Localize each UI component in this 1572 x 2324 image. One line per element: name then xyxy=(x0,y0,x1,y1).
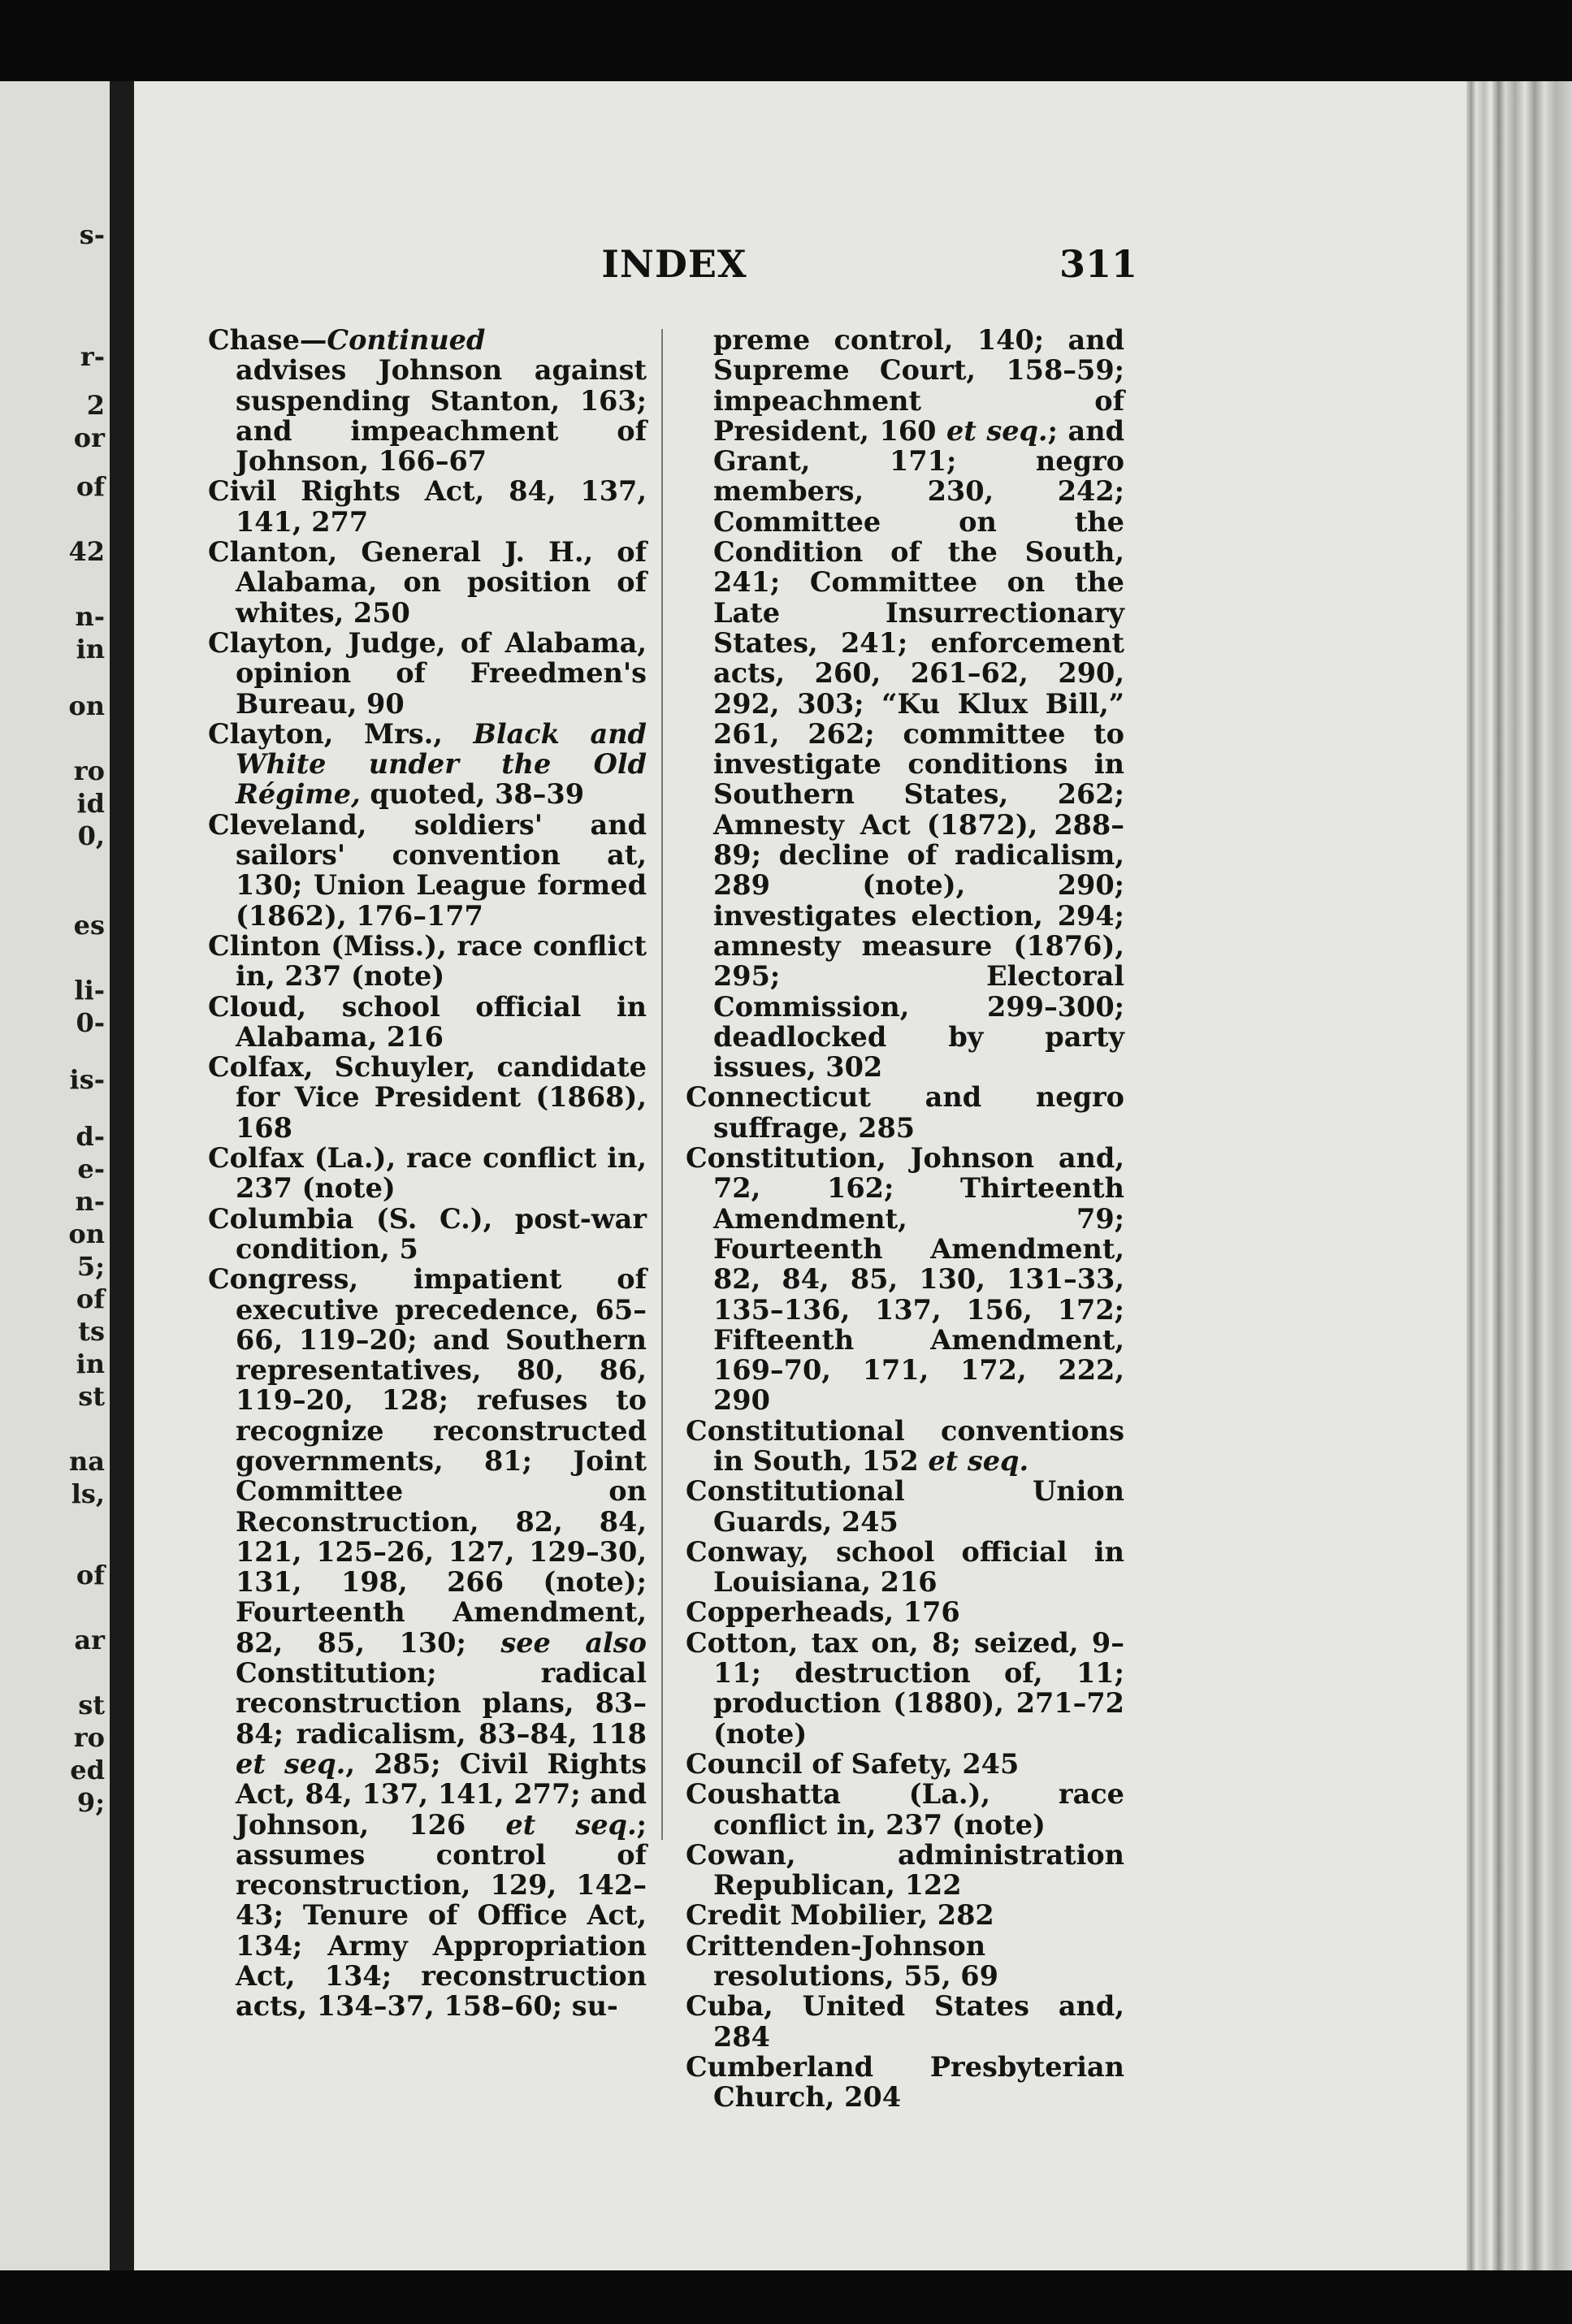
margin-text-fragment: r- xyxy=(80,341,105,372)
index-entry-chase-head: Chase—Continued xyxy=(208,324,486,356)
index-entry: Copperheads, 176 xyxy=(686,1596,960,1629)
scan-top-border xyxy=(0,0,1572,81)
margin-text-fragment: d- xyxy=(76,1121,105,1152)
index-entry: Credit Mobilier, 282 xyxy=(686,1899,994,1932)
page-edges xyxy=(1466,81,1572,2270)
margin-text-fragment: 9; xyxy=(76,1787,105,1818)
margin-text-fragment: in xyxy=(76,1348,105,1379)
margin-text-fragment: 2 xyxy=(86,390,105,421)
margin-text-fragment: ro xyxy=(73,1722,105,1753)
index-column-right xyxy=(686,325,1124,2113)
margin-text-fragment: 0, xyxy=(77,820,105,851)
margin-text-fragment: e- xyxy=(77,1153,105,1184)
margin-text-fragment: on xyxy=(68,1218,105,1249)
margin-text-fragment: ed xyxy=(70,1755,105,1785)
margin-text-fragment: ro xyxy=(73,755,105,786)
index-entry: Cuba, United States and, 284 xyxy=(686,1990,1124,2053)
margin-text-fragment: in xyxy=(76,634,105,664)
margin-text-fragment: st xyxy=(78,1690,105,1720)
page-title: INDEX xyxy=(601,242,747,286)
index-entry: Crittenden-Johnson resolutions, 55, 69 xyxy=(686,1929,998,1993)
page-number: 311 xyxy=(1059,242,1137,286)
adjacent-page-fragment xyxy=(0,81,110,2270)
index-entry: Clanton, General J. H., of Alabama, on position of whites, 250 xyxy=(208,536,647,629)
index-column-left xyxy=(208,325,647,2022)
margin-text-fragment: ls, xyxy=(71,1478,105,1509)
margin-text-fragment: s- xyxy=(79,219,105,250)
index-entry: Cowan, administration Republican, 122 xyxy=(686,1838,1124,1902)
margin-text-fragment: n- xyxy=(75,1186,105,1217)
margin-text-fragment: or xyxy=(73,422,105,453)
margin-text-fragment: id xyxy=(76,788,105,819)
margin-text-fragment: 42 xyxy=(68,536,105,567)
margin-text-fragment: na xyxy=(69,1446,105,1477)
margin-text-fragment: li- xyxy=(74,975,105,1006)
margin-text-fragment: of xyxy=(76,1283,105,1314)
index-entry: Clayton, Judge, of Alabama, opinion of Freedmen's Bureau, 90 xyxy=(208,626,647,720)
index-entry: Cleveland, soldiers' and sailors' convention at, 130; Union League formed (1862), 176–177 xyxy=(208,808,647,932)
margin-text-fragment: 0- xyxy=(76,1007,105,1038)
margin-text-fragment: is- xyxy=(69,1064,105,1095)
index-entry-chase-cont: advises Johnson against suspending Stanton, 163; and impeachment of Johnson, 166–67 xyxy=(236,354,647,478)
margin-text-fragment: of xyxy=(76,1560,105,1590)
index-entry: Columbia (S. C.), post-war condition, 5 xyxy=(208,1202,647,1265)
margin-text-fragment: on xyxy=(68,690,105,721)
index-entry: Cotton, tax on, 8; seized, 9–11; destruction of, 11; production (1880), 271–72 (note) xyxy=(686,1626,1124,1750)
index-entry: Colfax (La.), race conflict in, 237 (note) xyxy=(208,1142,647,1205)
index-entry: Coushatta (La.), race conflict in, 237 (note) xyxy=(686,1778,1124,1841)
index-entry: Council of Safety, 245 xyxy=(686,1747,1020,1780)
index-entry-congress-cont: preme control, 140; and Supreme Court, 158–59; impeachment of President, 160 et seq.; and Grant, 171; negro members, 230, 242; Committee on the Condition of the South, 241; Committee on the Late Insurrectionary States, 241; enforcement acts, 260, 261–62, 290, 292, 303; “Ku Klux Bill,” 261, 262; committee to investigate conditions in Southern States, 262; Amnesty Act (1872), 288–89; decline of radicalism, 289 (note), 290; investigates election, 294; amnesty measure (1876), 295; Electoral Commission, 299–300; deadlocked by party issues, 302 xyxy=(713,324,1125,1084)
margin-text-fragment: n- xyxy=(75,601,105,632)
index-entry: Cloud, school official in Alabama, 216 xyxy=(208,990,647,1053)
index-entry: Colfax, Schuyler, candidate for Vice President (1868), 168 xyxy=(208,1051,647,1144)
index-entry: Constitutional conventions in South, 152 et seq. xyxy=(686,1414,1124,1477)
margin-text-fragment: 5; xyxy=(76,1251,105,1282)
index-entry: Civil Rights Act, 84, 137, 141, 277 xyxy=(208,475,647,538)
margin-text-fragment: ar xyxy=(74,1625,105,1655)
margin-text-fragment: of xyxy=(76,471,105,502)
margin-text-fragment: st xyxy=(78,1381,105,1412)
index-entry-congress: Congress, impatient of executive precedence, 65–66, 119–20; and Southern representatives, 80, 86, 119–20, 128; refuses to recognize reconstructed governments, 81; Joint Committee on Reconstruction, 82, 84, 121, 125–26, 127, 129–30, 131, 198, 266 (note); Fourteenth Amendment, 82, 85, 130; see also Constitution; radical reconstruction plans, 83–84; radicalism, 83–84, 118 et seq., 285; Civil Rights Act, 84, 137, 141, 277; and Johnson, 126 et seq.; assumes control of reconstruction, 129, 142–43; Tenure of Office Act, 134; Army Appropriation Act, 134; reconstruction acts, 134–37, 158–60; su- xyxy=(208,1263,647,2023)
margin-text-fragment: es xyxy=(73,910,105,941)
column-divider xyxy=(661,329,663,1840)
index-entry: Connecticut and negro suffrage, 285 xyxy=(686,1081,1124,1144)
index-entry: Constitution, Johnson and, 72, 162; Thirteenth Amendment, 79; Fourteenth Amendment, 82, 84, 85, 130, 131–33, 135–136, 137, 156, 172; Fifteenth Amendment, 169–70, 171, 172, 222, 290 xyxy=(686,1142,1124,1417)
index-entry: Conway, school official in Louisiana, 216 xyxy=(686,1535,1124,1599)
book-gutter xyxy=(110,81,134,2270)
scan-bottom-border xyxy=(0,2270,1572,2324)
index-entry: Constitutional Union Guards, 245 xyxy=(686,1475,1124,1538)
index-entry: Clinton (Miss.), race conflict in, 237 (note) xyxy=(208,929,647,993)
margin-text-fragment: ts xyxy=(78,1316,105,1347)
index-entry: Cumberland Presbyterian Church, 204 xyxy=(686,2050,1124,2114)
index-entry: Clayton, Mrs., Black and White under the Old Régime, quoted, 38–39 xyxy=(208,717,647,811)
